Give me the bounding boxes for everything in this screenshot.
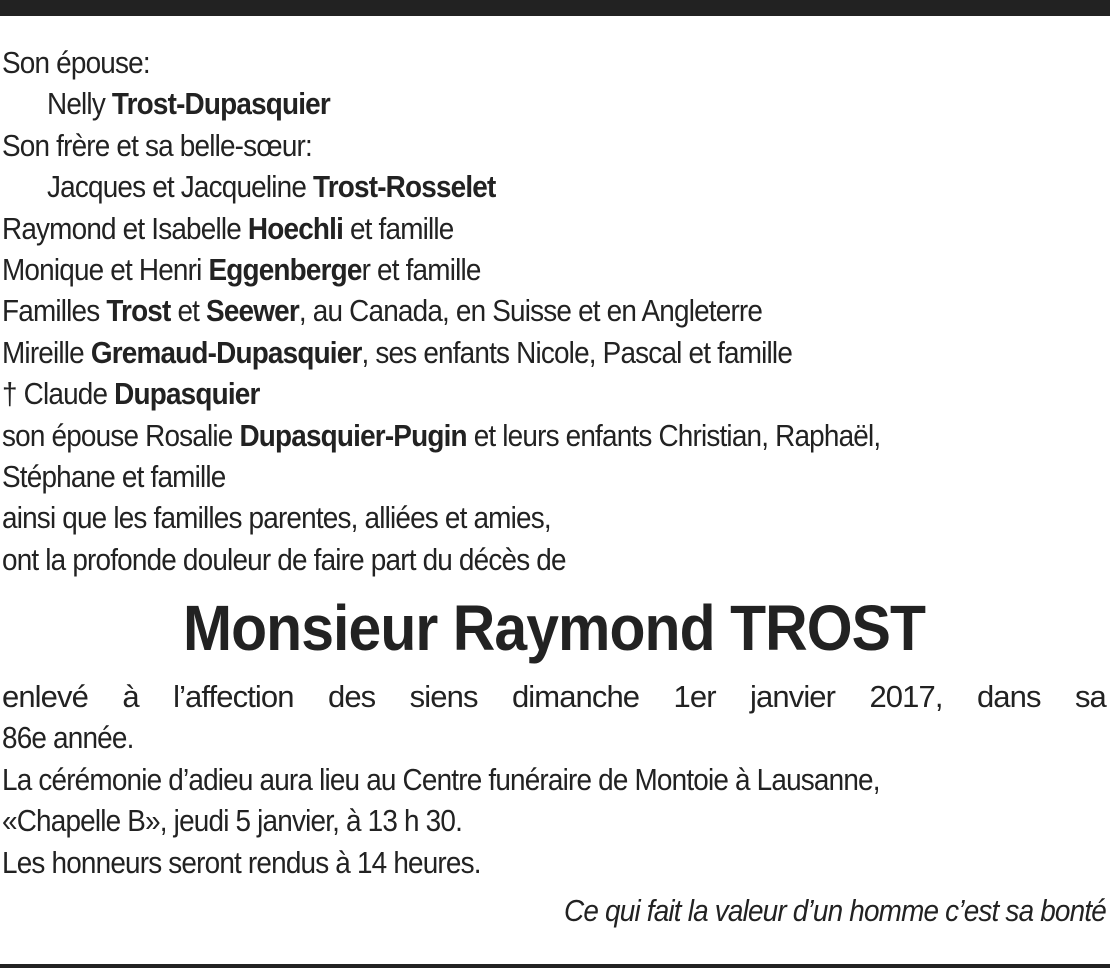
line7-surname: Dupasquier <box>114 376 260 412</box>
sibling1-given-names: Jacques et Jacqueline <box>47 169 307 205</box>
line4-suffix: r et famille <box>361 251 481 287</box>
family-line-rosalie <box>2 415 996 456</box>
passing-word: janvier <box>750 679 836 715</box>
passing-word: dans <box>976 679 1041 715</box>
spouse-given-name: Nelly <box>47 86 105 122</box>
line8-surname: Dupasquier-Pugin <box>239 417 467 453</box>
line8-prefix: son épouse Rosalie <box>2 417 233 453</box>
passing-word: l’affection <box>173 679 294 715</box>
line6-surname: Gremaud-Dupasquier <box>90 334 362 370</box>
motto: Ce qui fait la valeur d’un homme c’est sa bonté <box>564 893 1106 929</box>
top-rule <box>0 0 1110 16</box>
spouse-surname: Trost-Dupasquier <box>111 86 330 122</box>
spouse-line <box>2 83 996 124</box>
ceremony-line-2: «Chapelle B», jeudi 5 janvier, à 13 h 30. <box>2 803 463 839</box>
line6-given: Mireille <box>2 334 84 370</box>
obituary-notice <box>2 42 1106 933</box>
ceremony-line-1: La cérémonie d’adieu aura lieu au Centre funéraire de Montoie à Lausanne, <box>2 761 880 797</box>
line4-given: Monique et Henri <box>2 251 202 287</box>
family-line-claude <box>2 373 996 414</box>
relatives-line: ainsi que les familles parentes, alliées et amies, <box>2 500 551 536</box>
family-line-trost-seewer <box>2 290 996 331</box>
line3-given: Raymond et Isabelle <box>2 210 241 246</box>
family-line-stephane: Stéphane et famille <box>2 458 226 494</box>
line8-suffix: et leurs enfants Christian, Raphaël, <box>466 417 881 453</box>
spouse-heading: Son épouse: <box>2 45 150 80</box>
family-line-hoechli <box>2 208 996 249</box>
deceased-name: Monsieur Raymond TROST <box>183 592 925 665</box>
passing-word: siens <box>409 679 478 715</box>
line3-suffix: et famille <box>343 210 454 246</box>
siblings-heading: Son frère et sa belle-sœur: <box>2 127 312 163</box>
line5-suffix: , au Canada, en Suisse et en Angleterre <box>298 293 763 329</box>
family-line-gremaud <box>2 332 996 373</box>
line5-prefix: Familles <box>2 293 100 329</box>
passing-word: à <box>122 679 139 715</box>
line5-surname1: Trost <box>106 293 171 329</box>
passing-word: 1er <box>673 679 716 715</box>
passing-word: enlevé <box>2 679 88 715</box>
passing-word: sa <box>1074 679 1106 715</box>
sibling1-line <box>2 166 996 207</box>
family-line-eggenberger <box>2 249 996 290</box>
line6-suffix: , ses enfants Nicole, Pascal et famille <box>361 334 793 370</box>
line5-surname2: Seewer <box>206 293 299 329</box>
line3-surname: Hoechli <box>247 210 344 246</box>
line7-given: † Claude <box>2 376 108 412</box>
passing-line-2: 86e année. <box>2 720 134 756</box>
passing-word: dimanche <box>511 679 640 715</box>
passing-word: des <box>327 679 376 715</box>
line5-mid: et <box>177 293 200 329</box>
sibling1-surname: Trost-Rosselet <box>313 169 496 205</box>
line4-surname: Eggenberge <box>208 251 362 287</box>
passing-line-1 <box>2 676 1106 717</box>
announcement-line: ont la profonde douleur de faire part du décès de <box>2 541 566 577</box>
honors-line: Les honneurs seront rendus à 14 heures. <box>2 844 481 880</box>
passing-word: 2017, <box>869 679 943 715</box>
bottom-rule <box>0 964 1110 968</box>
